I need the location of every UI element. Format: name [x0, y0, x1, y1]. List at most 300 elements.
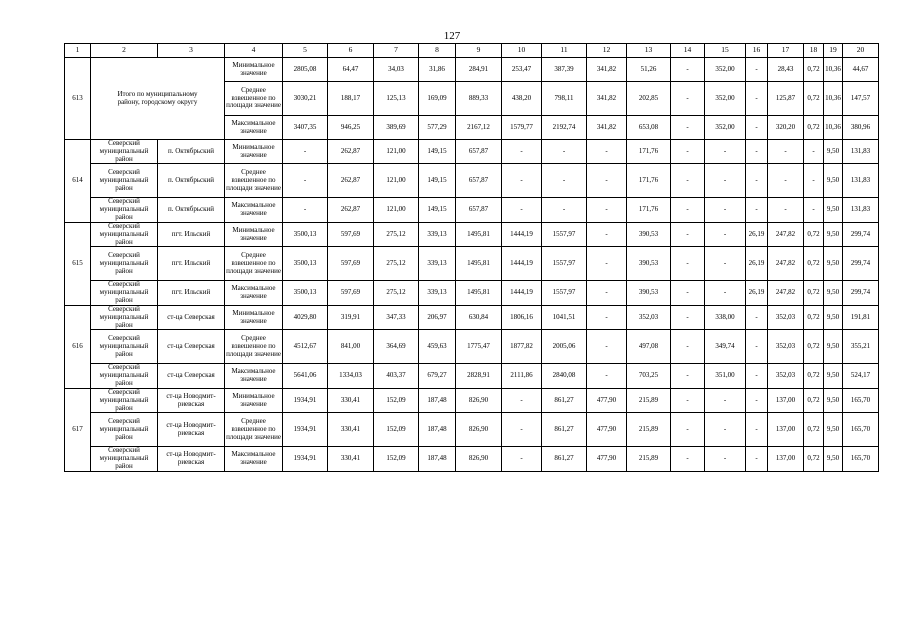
- value-cell: 477,90: [587, 388, 627, 412]
- district-cell: Северский муниципальный район: [91, 164, 158, 198]
- district-cell: Северский муниципальный район: [91, 281, 158, 305]
- value-cell: 2828,91: [456, 364, 502, 388]
- value-cell: 477,90: [587, 413, 627, 447]
- value-cell: 1934,91: [283, 388, 328, 412]
- value-cell: 330,41: [328, 413, 374, 447]
- value-cell: 275,12: [374, 281, 419, 305]
- value-cell: 0,72: [804, 413, 824, 447]
- value-cell: -: [746, 388, 768, 412]
- value-cell: -: [746, 330, 768, 364]
- row-number: 616: [65, 305, 91, 388]
- value-cell: 121,00: [374, 164, 419, 198]
- district-cell: Итого по муниципальному району, городскому округу: [91, 58, 225, 140]
- value-cell: -: [542, 164, 587, 198]
- value-cell: -: [768, 198, 804, 222]
- value-cell: 137,00: [768, 413, 804, 447]
- value-cell: 1877,82: [502, 330, 542, 364]
- value-cell: -: [671, 222, 705, 246]
- value-cell: 861,27: [542, 447, 587, 471]
- value-cell: 946,25: [328, 116, 374, 140]
- value-cell: 187,48: [419, 413, 456, 447]
- value-cell: -: [542, 140, 587, 164]
- value-cell: 347,33: [374, 305, 419, 329]
- value-cell: 262,87: [328, 164, 374, 198]
- column-header: 1: [65, 44, 91, 58]
- value-cell: 0,72: [804, 330, 824, 364]
- table-row: [65, 305, 879, 329]
- value-cell: 121,00: [374, 140, 419, 164]
- value-cell: 352,03: [768, 305, 804, 329]
- column-header: 15: [705, 44, 746, 58]
- column-header: 8: [419, 44, 456, 58]
- value-cell: 319,91: [328, 305, 374, 329]
- value-cell: 299,74: [843, 222, 879, 246]
- column-header: 14: [671, 44, 705, 58]
- value-type-cell: Минимальное значение: [225, 388, 283, 412]
- value-cell: 262,87: [328, 140, 374, 164]
- value-cell: 247,82: [768, 247, 804, 281]
- value-cell: 1041,51: [542, 305, 587, 329]
- value-cell: 253,47: [502, 58, 542, 82]
- table-row: [65, 198, 879, 222]
- value-cell: 1775,47: [456, 330, 502, 364]
- value-cell: 1444,19: [502, 222, 542, 246]
- column-header: 20: [843, 44, 879, 58]
- value-cell: 131,83: [843, 140, 879, 164]
- value-cell: 330,41: [328, 447, 374, 471]
- column-header: 7: [374, 44, 419, 58]
- column-header: 16: [746, 44, 768, 58]
- locality-cell: п. Октябрьский: [158, 164, 225, 198]
- value-cell: -: [746, 164, 768, 198]
- value-cell: -: [671, 388, 705, 412]
- value-cell: -: [705, 222, 746, 246]
- value-cell: 299,74: [843, 247, 879, 281]
- value-cell: 137,00: [768, 388, 804, 412]
- locality-cell: п. Октябрьский: [158, 140, 225, 164]
- value-cell: 131,83: [843, 164, 879, 198]
- value-cell: 339,13: [419, 281, 456, 305]
- value-cell: 0,72: [804, 281, 824, 305]
- value-cell: 2111,86: [502, 364, 542, 388]
- value-cell: 149,15: [419, 198, 456, 222]
- value-type-cell: Максимальное значение: [225, 116, 283, 140]
- value-cell: 826,90: [456, 388, 502, 412]
- value-type-cell: Минимальное значение: [225, 222, 283, 246]
- value-cell: 2167,12: [456, 116, 502, 140]
- value-cell: 10,36: [824, 58, 843, 82]
- value-type-cell: Минимальное значение: [225, 58, 283, 82]
- value-cell: 703,25: [627, 364, 671, 388]
- value-cell: 44,67: [843, 58, 879, 82]
- value-cell: 0,72: [804, 447, 824, 471]
- value-cell: 34,03: [374, 58, 419, 82]
- column-header: 2: [91, 44, 158, 58]
- district-cell: Северский муниципальный район: [91, 198, 158, 222]
- value-cell: 497,08: [627, 330, 671, 364]
- value-cell: 861,27: [542, 413, 587, 447]
- value-cell: 247,82: [768, 222, 804, 246]
- value-cell: -: [502, 198, 542, 222]
- value-cell: 0,72: [804, 364, 824, 388]
- value-cell: 188,17: [328, 82, 374, 116]
- value-cell: 275,12: [374, 247, 419, 281]
- value-cell: -: [746, 447, 768, 471]
- column-header: 13: [627, 44, 671, 58]
- value-type-cell: Среднее взвешенное по площади значение: [225, 82, 283, 116]
- value-cell: 1444,19: [502, 247, 542, 281]
- value-cell: 630,84: [456, 305, 502, 329]
- value-type-cell: Максимальное значение: [225, 447, 283, 471]
- value-cell: 339,13: [419, 247, 456, 281]
- value-cell: 3500,13: [283, 222, 328, 246]
- value-cell: 10,36: [824, 82, 843, 116]
- locality-cell: ст-ца Новодмит-риевская: [158, 413, 225, 447]
- value-cell: 390,53: [627, 247, 671, 281]
- value-cell: 3500,13: [283, 281, 328, 305]
- locality-cell: ст-ца Новодмит-риевская: [158, 388, 225, 412]
- header-row: [65, 44, 879, 58]
- value-cell: 202,85: [627, 82, 671, 116]
- value-cell: -: [705, 281, 746, 305]
- value-cell: 215,89: [627, 447, 671, 471]
- value-cell: 438,20: [502, 82, 542, 116]
- value-cell: 9,50: [824, 330, 843, 364]
- value-cell: 299,74: [843, 281, 879, 305]
- column-header: 5: [283, 44, 328, 58]
- value-cell: 597,69: [328, 222, 374, 246]
- value-cell: -: [671, 164, 705, 198]
- value-cell: -: [705, 140, 746, 164]
- value-cell: 152,09: [374, 413, 419, 447]
- value-type-cell: Минимальное значение: [225, 140, 283, 164]
- value-cell: -: [587, 164, 627, 198]
- page-number: 127: [443, 30, 461, 42]
- value-cell: -: [804, 164, 824, 198]
- value-cell: 171,76: [627, 140, 671, 164]
- value-cell: 191,81: [843, 305, 879, 329]
- value-cell: 215,89: [627, 388, 671, 412]
- value-cell: 171,76: [627, 198, 671, 222]
- value-cell: -: [502, 164, 542, 198]
- value-cell: 26,19: [746, 247, 768, 281]
- value-cell: 352,00: [705, 82, 746, 116]
- value-cell: 380,96: [843, 116, 879, 140]
- value-cell: -: [283, 164, 328, 198]
- district-cell: Северский муниципальный район: [91, 305, 158, 329]
- locality-cell: ст-ца Северская: [158, 364, 225, 388]
- value-cell: 1934,91: [283, 447, 328, 471]
- value-cell: -: [542, 198, 587, 222]
- district-cell: Северский муниципальный район: [91, 364, 158, 388]
- locality-cell: ст-ца Северская: [158, 305, 225, 329]
- value-cell: 3407,35: [283, 116, 328, 140]
- value-cell: 826,90: [456, 413, 502, 447]
- value-cell: 1557,97: [542, 247, 587, 281]
- value-cell: 9,50: [824, 413, 843, 447]
- value-cell: -: [671, 140, 705, 164]
- value-cell: -: [768, 164, 804, 198]
- value-type-cell: Среднее взвешенное по площади значение: [225, 413, 283, 447]
- column-header: 17: [768, 44, 804, 58]
- value-cell: 165,70: [843, 447, 879, 471]
- table-row: [65, 58, 879, 82]
- district-cell: Северский муниципальный район: [91, 247, 158, 281]
- value-type-cell: Максимальное значение: [225, 281, 283, 305]
- value-cell: -: [705, 447, 746, 471]
- value-cell: -: [746, 364, 768, 388]
- value-cell: 262,87: [328, 198, 374, 222]
- value-cell: 9,50: [824, 164, 843, 198]
- value-cell: 31,86: [419, 58, 456, 82]
- value-cell: 1495,81: [456, 247, 502, 281]
- value-cell: -: [804, 140, 824, 164]
- district-cell: Северский муниципальный район: [91, 222, 158, 246]
- value-cell: -: [671, 116, 705, 140]
- value-cell: -: [746, 413, 768, 447]
- value-cell: 349,74: [705, 330, 746, 364]
- value-type-cell: Максимальное значение: [225, 364, 283, 388]
- value-cell: 284,91: [456, 58, 502, 82]
- value-cell: 889,33: [456, 82, 502, 116]
- value-cell: 149,15: [419, 140, 456, 164]
- value-cell: 215,89: [627, 413, 671, 447]
- district-cell: Северский муниципальный район: [91, 447, 158, 471]
- table-row: [65, 388, 879, 412]
- value-cell: -: [587, 281, 627, 305]
- district-cell: Северский муниципальный район: [91, 140, 158, 164]
- value-cell: 341,82: [587, 58, 627, 82]
- value-cell: 3500,13: [283, 247, 328, 281]
- district-cell: Северский муниципальный район: [91, 413, 158, 447]
- value-cell: 0,72: [804, 305, 824, 329]
- column-header: 9: [456, 44, 502, 58]
- value-type-cell: Максимальное значение: [225, 198, 283, 222]
- value-cell: 341,82: [587, 82, 627, 116]
- value-cell: 459,63: [419, 330, 456, 364]
- value-cell: 2805,08: [283, 58, 328, 82]
- value-cell: -: [671, 247, 705, 281]
- value-cell: 1806,16: [502, 305, 542, 329]
- value-cell: -: [587, 305, 627, 329]
- value-cell: -: [671, 281, 705, 305]
- row-number: 615: [65, 222, 91, 305]
- value-cell: -: [671, 413, 705, 447]
- table-row: [65, 330, 879, 364]
- locality-cell: пгт. Ильский: [158, 222, 225, 246]
- value-cell: 9,50: [824, 247, 843, 281]
- value-cell: 352,03: [627, 305, 671, 329]
- table-row: [65, 164, 879, 198]
- value-cell: 0,72: [804, 247, 824, 281]
- value-cell: 355,21: [843, 330, 879, 364]
- table-row: [65, 413, 879, 447]
- value-cell: 0,72: [804, 58, 824, 82]
- value-cell: 187,48: [419, 447, 456, 471]
- value-cell: 125,13: [374, 82, 419, 116]
- value-cell: 352,03: [768, 330, 804, 364]
- value-cell: -: [671, 447, 705, 471]
- value-cell: 4029,80: [283, 305, 328, 329]
- value-cell: 339,13: [419, 222, 456, 246]
- value-cell: -: [671, 330, 705, 364]
- row-number: 614: [65, 140, 91, 223]
- value-cell: 330,41: [328, 388, 374, 412]
- value-cell: 152,09: [374, 447, 419, 471]
- value-cell: -: [705, 388, 746, 412]
- value-cell: 9,50: [824, 281, 843, 305]
- value-cell: 826,90: [456, 447, 502, 471]
- value-cell: 1557,97: [542, 222, 587, 246]
- value-cell: 0,72: [804, 116, 824, 140]
- value-cell: 389,69: [374, 116, 419, 140]
- value-cell: 477,90: [587, 447, 627, 471]
- value-cell: -: [283, 140, 328, 164]
- value-cell: 0,72: [804, 222, 824, 246]
- value-cell: 577,29: [419, 116, 456, 140]
- value-cell: 5641,06: [283, 364, 328, 388]
- value-cell: 165,70: [843, 388, 879, 412]
- value-cell: 352,00: [705, 58, 746, 82]
- value-cell: 169,09: [419, 82, 456, 116]
- value-cell: -: [746, 140, 768, 164]
- locality-cell: ст-ца Северская: [158, 330, 225, 364]
- value-cell: 861,27: [542, 388, 587, 412]
- value-cell: -: [587, 140, 627, 164]
- value-cell: 125,87: [768, 82, 804, 116]
- value-cell: 247,82: [768, 281, 804, 305]
- column-header: 4: [225, 44, 283, 58]
- district-cell: Северский муниципальный район: [91, 330, 158, 364]
- value-cell: 364,69: [374, 330, 419, 364]
- value-cell: -: [502, 413, 542, 447]
- table-row: [65, 140, 879, 164]
- value-cell: 9,50: [824, 364, 843, 388]
- value-cell: 275,12: [374, 222, 419, 246]
- value-type-cell: Минимальное значение: [225, 305, 283, 329]
- value-cell: 9,50: [824, 388, 843, 412]
- value-cell: 657,87: [456, 164, 502, 198]
- value-cell: 149,15: [419, 164, 456, 198]
- value-cell: -: [671, 198, 705, 222]
- value-cell: 653,08: [627, 116, 671, 140]
- value-cell: 657,87: [456, 140, 502, 164]
- value-cell: -: [587, 330, 627, 364]
- value-cell: -: [746, 116, 768, 140]
- table-row: [65, 364, 879, 388]
- value-cell: -: [746, 305, 768, 329]
- value-cell: 524,17: [843, 364, 879, 388]
- value-cell: 1934,91: [283, 413, 328, 447]
- locality-cell: ст-ца Новодмит-риевская: [158, 447, 225, 471]
- table-row: [65, 247, 879, 281]
- value-cell: 390,53: [627, 222, 671, 246]
- value-cell: -: [283, 198, 328, 222]
- row-number: 617: [65, 388, 91, 471]
- value-cell: 798,11: [542, 82, 587, 116]
- value-cell: 64,47: [328, 58, 374, 82]
- value-cell: 387,39: [542, 58, 587, 82]
- value-cell: 1334,03: [328, 364, 374, 388]
- value-cell: 26,19: [746, 281, 768, 305]
- value-cell: -: [705, 198, 746, 222]
- value-cell: 0,72: [804, 82, 824, 116]
- column-header: 10: [502, 44, 542, 58]
- value-cell: 51,26: [627, 58, 671, 82]
- value-cell: 341,82: [587, 116, 627, 140]
- value-cell: 152,09: [374, 388, 419, 412]
- value-cell: -: [587, 247, 627, 281]
- column-header: 3: [158, 44, 225, 58]
- value-cell: 165,70: [843, 413, 879, 447]
- value-cell: 2840,08: [542, 364, 587, 388]
- value-cell: 403,37: [374, 364, 419, 388]
- value-cell: 597,69: [328, 281, 374, 305]
- column-header: 18: [804, 44, 824, 58]
- value-type-cell: Среднее взвешенное по площади значение: [225, 330, 283, 364]
- table-row: [65, 222, 879, 246]
- column-header: 6: [328, 44, 374, 58]
- value-cell: 137,00: [768, 447, 804, 471]
- value-cell: 1557,97: [542, 281, 587, 305]
- value-cell: 3030,21: [283, 82, 328, 116]
- value-cell: 352,03: [768, 364, 804, 388]
- value-cell: -: [587, 198, 627, 222]
- value-cell: -: [502, 388, 542, 412]
- value-cell: 1495,81: [456, 222, 502, 246]
- locality-cell: пгт. Ильский: [158, 247, 225, 281]
- valuation-table: [64, 43, 879, 472]
- value-cell: 352,00: [705, 116, 746, 140]
- value-cell: -: [502, 447, 542, 471]
- table-row: [65, 447, 879, 471]
- value-cell: 338,00: [705, 305, 746, 329]
- value-cell: 841,00: [328, 330, 374, 364]
- value-cell: 2192,74: [542, 116, 587, 140]
- value-cell: -: [746, 198, 768, 222]
- value-cell: 9,50: [824, 305, 843, 329]
- value-cell: 597,69: [328, 247, 374, 281]
- value-cell: 657,87: [456, 198, 502, 222]
- value-cell: 121,00: [374, 198, 419, 222]
- value-cell: 10,36: [824, 116, 843, 140]
- value-cell: -: [671, 364, 705, 388]
- value-cell: -: [804, 198, 824, 222]
- value-cell: -: [502, 140, 542, 164]
- value-cell: 390,53: [627, 281, 671, 305]
- value-cell: -: [705, 164, 746, 198]
- value-cell: 351,00: [705, 364, 746, 388]
- value-cell: 9,50: [824, 222, 843, 246]
- value-cell: 2005,06: [542, 330, 587, 364]
- value-cell: 9,50: [824, 140, 843, 164]
- value-cell: -: [746, 58, 768, 82]
- value-cell: 320,20: [768, 116, 804, 140]
- value-cell: 1444,19: [502, 281, 542, 305]
- district-cell: Северский муниципальный район: [91, 388, 158, 412]
- value-cell: 28,43: [768, 58, 804, 82]
- value-cell: 206,97: [419, 305, 456, 329]
- value-cell: 4512,67: [283, 330, 328, 364]
- value-cell: -: [705, 413, 746, 447]
- value-cell: -: [671, 58, 705, 82]
- value-cell: -: [587, 222, 627, 246]
- value-cell: -: [768, 140, 804, 164]
- row-number: 613: [65, 58, 91, 140]
- value-cell: 679,27: [419, 364, 456, 388]
- locality-cell: п. Октябрьский: [158, 198, 225, 222]
- value-cell: 147,57: [843, 82, 879, 116]
